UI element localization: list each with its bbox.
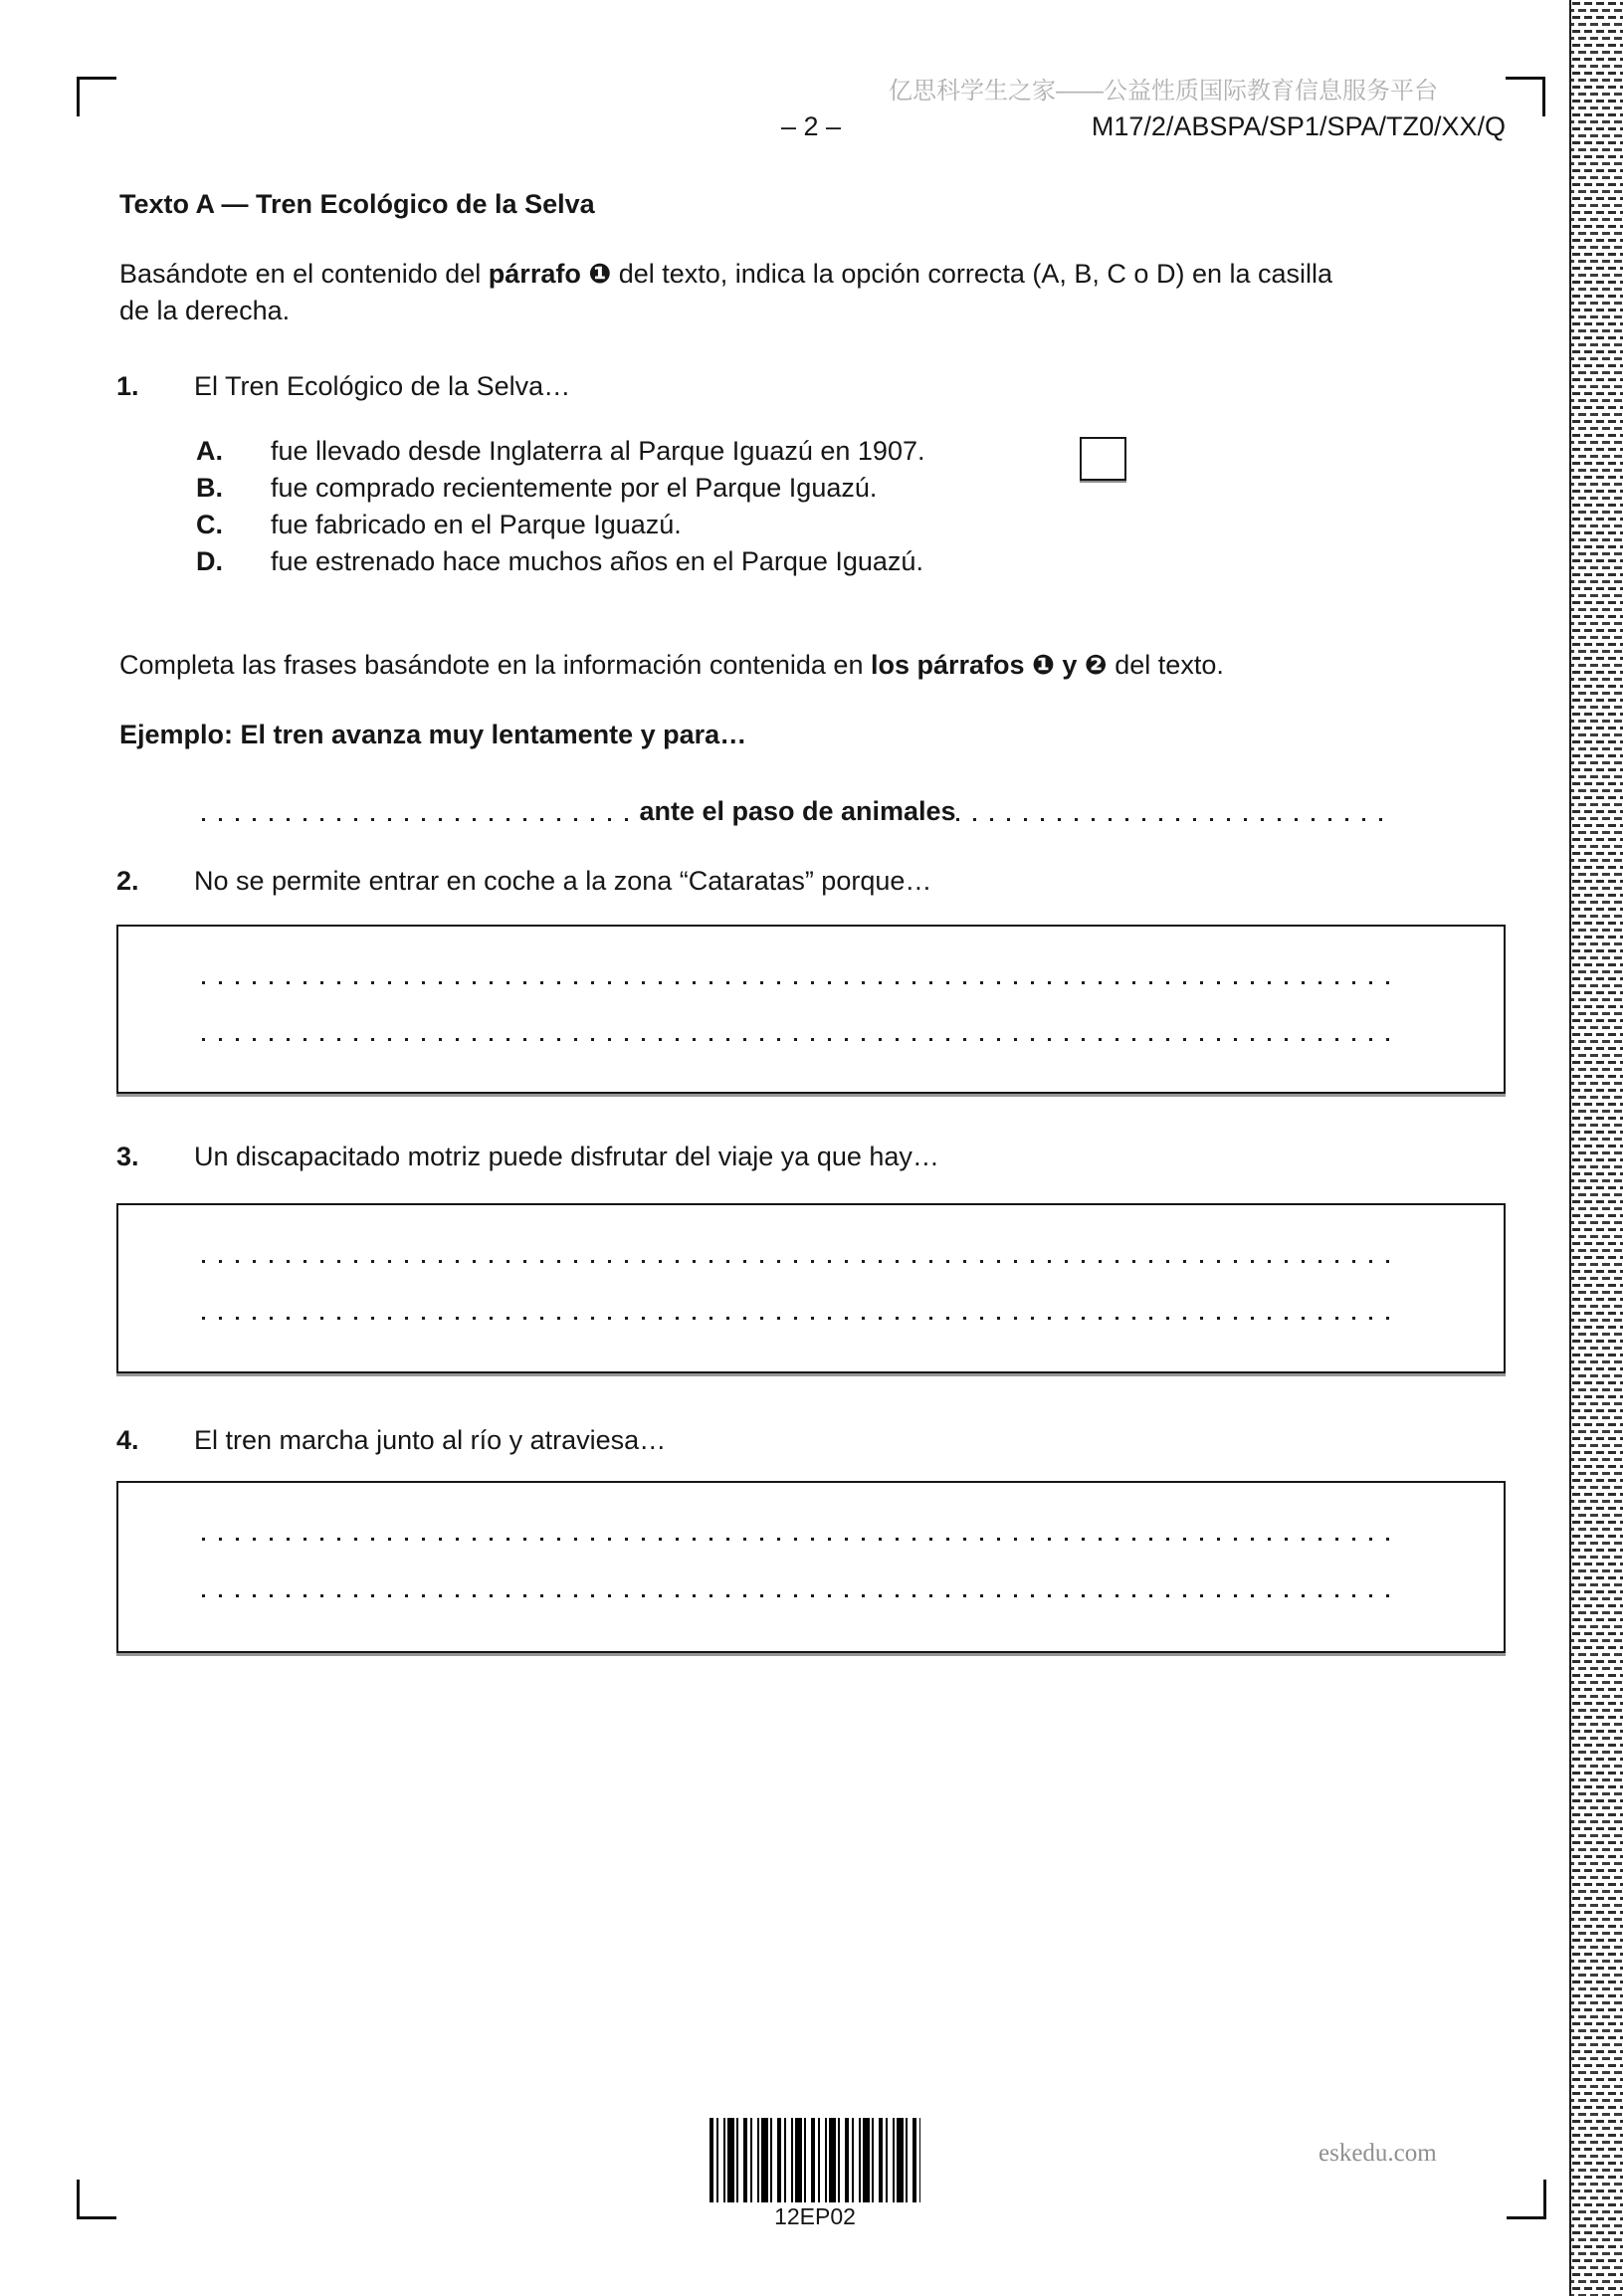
option-b	[196, 473, 877, 503]
completa-instruction	[119, 650, 1224, 680]
page-title: Texto A — Tren Ecológico de la Selva	[119, 189, 595, 219]
example-answer-line	[202, 794, 1393, 826]
completa-pre: Completa las frases basándote en la información contenida en	[119, 650, 871, 680]
option-d-text: fue estrenado hace muchos años en el Parque Iguazú.	[271, 546, 923, 576]
crop-mark-top-right	[1506, 77, 1545, 116]
question-3-answer-line-2[interactable]	[202, 1317, 1393, 1320]
question-3-text: Un discapacitado motriz puede disfrutar del viaje ya que hay…	[194, 1142, 939, 1171]
option-c	[196, 510, 682, 539]
barcode-image	[710, 2118, 920, 2202]
question-1-answer-box[interactable]	[1080, 437, 1126, 481]
option-a-text: fue llevado desde Inglaterra al Parque Iguazú en 1907.	[271, 436, 925, 466]
example-dots-right	[956, 818, 1393, 821]
intro-bold-parrafo: párrafo ❶	[488, 259, 612, 289]
option-c-text: fue fabricado en el Parque Iguazú.	[271, 510, 682, 539]
option-b-letter: B.	[196, 473, 223, 503]
question-4-answer-line-2[interactable]	[202, 1594, 1393, 1597]
example-answer-text: ante el paso de animales	[639, 796, 956, 826]
question-3-answer-line-1[interactable]	[202, 1260, 1393, 1263]
crop-mark-bottom-left	[77, 2180, 116, 2219]
question-2-answer-box[interactable]	[116, 925, 1506, 1094]
option-b-text: fue comprado recientemente por el Parque Iguazú.	[271, 473, 878, 503]
crop-mark-top-left	[77, 77, 116, 116]
question-2	[116, 866, 931, 896]
question-4	[116, 1425, 666, 1455]
page-number: – 2 –	[780, 111, 842, 141]
option-d-letter: D.	[196, 546, 223, 576]
completa-post: del texto.	[1107, 650, 1224, 680]
crop-mark-bottom-right	[1507, 2180, 1546, 2219]
question-1	[116, 371, 570, 401]
question-2-number: 2.	[116, 866, 139, 896]
question-4-answer-line-1[interactable]	[202, 1538, 1393, 1541]
option-a	[196, 436, 924, 466]
question-1-number: 1.	[116, 371, 139, 401]
question-4-answer-box[interactable]	[116, 1481, 1506, 1653]
question-3-number: 3.	[116, 1142, 139, 1171]
question-3	[116, 1142, 939, 1171]
example-dots-left	[202, 818, 639, 821]
question-1-text: El Tren Ecológico de la Selva…	[194, 371, 571, 401]
binding-edge-pattern	[1569, 0, 1623, 2296]
option-d	[196, 546, 923, 576]
question-2-text: No se permite entrar en coche a la zona “Cataratas” porque…	[194, 866, 932, 896]
question-2-answer-line-2[interactable]	[202, 1038, 1393, 1041]
intro-paragraph-line1	[119, 259, 1332, 289]
example-prompt: Ejemplo: El tren avanza muy lentamente y para…	[119, 720, 747, 749]
completa-bold-parrafos: los párrafos ❶ y ❷	[870, 650, 1108, 680]
chinese-watermark: 亿思科学生之家——公益性质国际教育信息服务平台	[889, 78, 1438, 104]
intro-post: del texto, indica la opción correcta (A, B, C o D) en la casilla	[611, 259, 1333, 289]
site-watermark: eskedu.com	[1319, 2140, 1437, 2167]
intro-paragraph-line2: de la derecha.	[119, 296, 291, 325]
intro-pre: Basándote en el contenido del	[119, 259, 489, 289]
exam-code: M17/2/ABSPA/SP1/SPA/TZ0/XX/Q	[1091, 111, 1506, 141]
question-3-answer-box[interactable]	[116, 1203, 1506, 1373]
question-4-number: 4.	[116, 1425, 139, 1455]
option-c-letter: C.	[196, 510, 223, 539]
question-4-text: El tren marcha junto al río y atraviesa…	[194, 1425, 667, 1455]
option-a-letter: A.	[196, 436, 223, 466]
question-2-answer-line-1[interactable]	[202, 981, 1393, 984]
barcode-label: 12EP02	[774, 2203, 856, 2229]
